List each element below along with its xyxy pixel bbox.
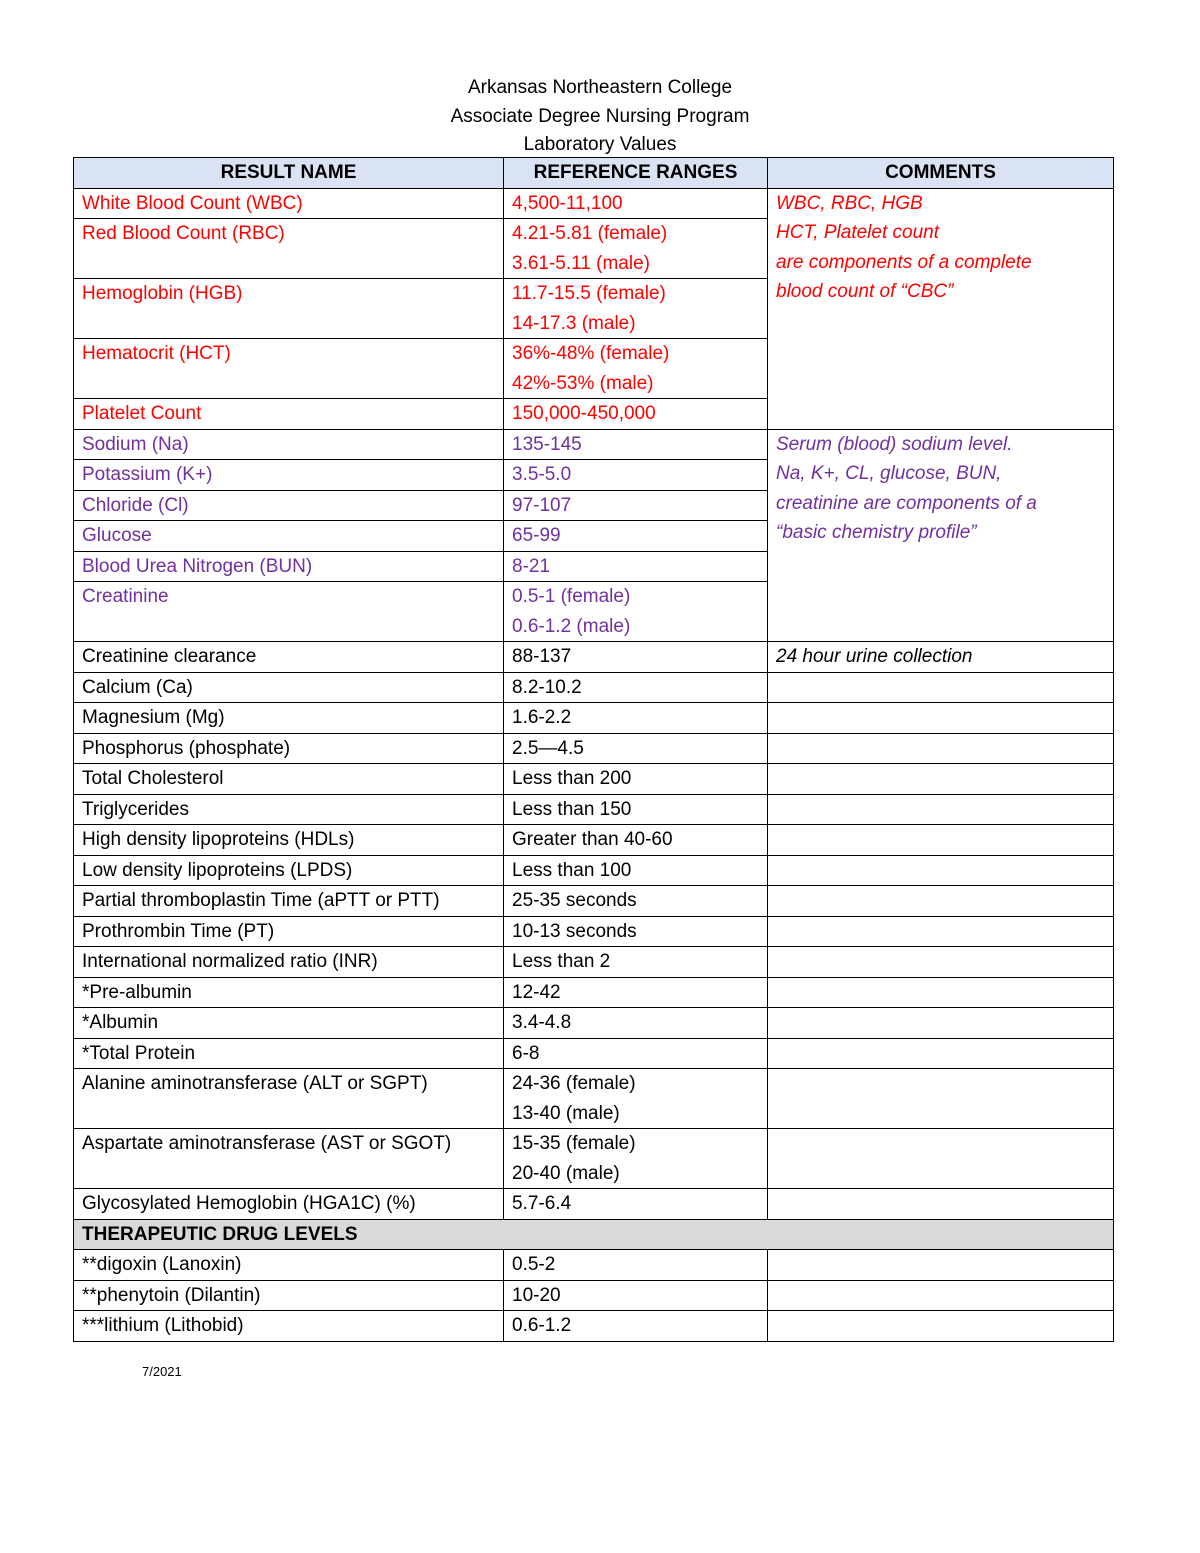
table-row	[74, 825, 1114, 856]
comment-cell	[768, 672, 1114, 703]
reference-range-line: 0.5-2	[512, 1254, 556, 1275]
result-name-cell: Platelet Count	[74, 399, 504, 430]
reference-range-line: 8.2-10.2	[512, 676, 582, 698]
result-name-cell: Creatinine clearance	[74, 642, 504, 673]
college-name: Arkansas Northeastern College	[467, 77, 733, 98]
reference-range-cell	[504, 1250, 768, 1281]
comment-cell	[768, 916, 1114, 947]
result-name-cell: Blood Urea Nitrogen (BUN)	[74, 551, 504, 582]
program-name: Associate Degree Nursing Program	[450, 105, 750, 127]
reference-range-cell	[504, 947, 768, 978]
comment-cell	[768, 703, 1114, 734]
comment-line: creatinine are components of a	[776, 492, 1037, 514]
reference-range-line: 65-99	[512, 525, 561, 546]
result-name-cell: Glycosylated Hemoglobin (HGA1C) (%)	[74, 1189, 504, 1220]
result-name-cell: ***lithium (Lithobid)	[74, 1311, 504, 1342]
table-row	[74, 1250, 1114, 1281]
reference-range-cell	[504, 855, 768, 886]
result-name-cell: Magnesium (Mg)	[74, 703, 504, 734]
result-name-cell: Hemoglobin (HGB)	[74, 279, 504, 339]
comment-line: “basic chemistry profile”	[776, 522, 977, 543]
document-header	[0, 74, 1200, 160]
comment-cell	[768, 794, 1114, 825]
result-name-cell: Total Cholesterol	[74, 764, 504, 795]
table-row	[74, 1311, 1114, 1342]
reference-range-line: 0.6-1.2 (male)	[512, 615, 631, 637]
result-name-cell: Creatinine	[74, 582, 504, 642]
reference-range-line: 1.6-2.2	[512, 707, 572, 728]
reference-range-line: 12-42	[512, 981, 561, 1003]
column-header-comments: COMMENTS	[768, 158, 1114, 189]
table-row	[74, 947, 1114, 978]
group-comment-cell	[768, 429, 1114, 642]
reference-range-cell	[504, 1008, 768, 1039]
column-header-reference-ranges: REFERENCE RANGES	[504, 158, 768, 189]
result-name-cell: *Total Protein	[74, 1038, 504, 1069]
column-header-result-name: RESULT NAME	[74, 158, 504, 189]
reference-range-cell	[504, 521, 768, 552]
reference-range-cell	[504, 1038, 768, 1069]
table-header-row	[74, 158, 1114, 189]
comment-cell	[768, 764, 1114, 795]
reference-range-line: 88-137	[512, 646, 572, 667]
reference-range-cell	[504, 1311, 768, 1342]
reference-range-line: 150,000-450,000	[512, 403, 656, 424]
comment-cell	[768, 886, 1114, 917]
group-comment-cell	[768, 188, 1114, 429]
reference-range-cell	[504, 703, 768, 734]
reference-range-line: 10-13 seconds	[512, 920, 637, 942]
table-row	[74, 1280, 1114, 1311]
reference-range-line: 20-40 (male)	[512, 1162, 620, 1184]
reference-range-line: 3.61-5.11 (male)	[512, 252, 650, 274]
reference-range-cell	[504, 219, 768, 279]
reference-range-line: 2.5—4.5	[512, 737, 584, 759]
result-name-cell: International normalized ratio (INR)	[74, 947, 504, 978]
comment-cell	[768, 947, 1114, 978]
section-label: THERAPEUTIC DRUG LEVELS	[74, 1219, 1114, 1250]
comment-cell	[768, 1280, 1114, 1311]
result-name-cell: Partial thromboplastin Time (aPTT or PTT)	[74, 886, 504, 917]
result-name-cell: **phenytoin (Dilantin)	[74, 1280, 504, 1311]
reference-range-cell	[504, 1189, 768, 1220]
table-row	[74, 672, 1114, 703]
result-name-cell: Glucose	[74, 521, 504, 552]
reference-range-line: 3.4-4.8	[512, 1012, 572, 1033]
result-name-cell: Alanine aminotransferase (ALT or SGPT)	[74, 1069, 504, 1129]
comment-line: Serum (blood) sodium level.	[776, 433, 1013, 455]
reference-range-cell	[504, 582, 768, 642]
comment-cell	[768, 1008, 1114, 1039]
table-row	[74, 1189, 1114, 1220]
comment-cell	[768, 1129, 1114, 1189]
reference-range-line: 15-35 (female)	[512, 1133, 636, 1154]
reference-range-line: 3.5-5.0	[512, 464, 572, 485]
result-name-cell: Triglycerides	[74, 794, 504, 825]
table-row	[74, 764, 1114, 795]
reference-range-line: Greater than 40-60	[512, 829, 673, 850]
reference-range-cell	[504, 1069, 768, 1129]
result-name-cell: White Blood Count (WBC)	[74, 188, 504, 219]
result-name-cell: Potassium (K+)	[74, 460, 504, 491]
reference-range-line: 13-40 (male)	[512, 1102, 620, 1124]
reference-range-line: 6-8	[512, 1042, 540, 1064]
lab-values-table	[73, 157, 1114, 1342]
table-row	[74, 794, 1114, 825]
reference-range-line: 97-107	[512, 494, 572, 516]
reference-range-cell	[504, 490, 768, 521]
reference-range-line: Less than 200	[512, 768, 632, 789]
table-row	[74, 1038, 1114, 1069]
table-row	[74, 642, 1114, 673]
result-name-cell: Prothrombin Time (PT)	[74, 916, 504, 947]
comment-line: HCT, Platelet count	[776, 222, 939, 243]
result-name-cell: Hematocrit (HCT)	[74, 339, 504, 399]
reference-range-cell	[504, 642, 768, 673]
reference-range-line: 135-145	[512, 433, 582, 455]
reference-range-cell	[504, 1129, 768, 1189]
reference-range-cell	[504, 188, 768, 219]
reference-range-line: 42%-53% (male)	[512, 372, 654, 394]
comment-cell	[768, 977, 1114, 1008]
result-name-cell: *Albumin	[74, 1008, 504, 1039]
result-name-cell: Sodium (Na)	[74, 429, 504, 460]
reference-range-line: 0.6-1.2	[512, 1315, 572, 1336]
comment-cell	[768, 855, 1114, 886]
comment-line: are components of a complete	[776, 251, 1032, 273]
reference-range-line: 5.7-6.4	[512, 1193, 572, 1214]
reference-range-line: 0.5-1 (female)	[512, 586, 631, 607]
table-row	[74, 1069, 1114, 1129]
result-name-cell: Calcium (Ca)	[74, 672, 504, 703]
reference-range-line: 8-21	[512, 555, 551, 577]
reference-range-line: 4.21-5.81 (female)	[512, 223, 668, 244]
table-body	[74, 188, 1114, 1341]
reference-range-line: 25-35 seconds	[512, 890, 637, 911]
comment-cell	[768, 825, 1114, 856]
table-row	[74, 188, 1114, 219]
reference-range-cell	[504, 916, 768, 947]
comment-cell	[768, 1069, 1114, 1129]
reference-range-cell	[504, 429, 768, 460]
reference-range-line: Less than 150	[512, 798, 632, 820]
result-name-cell: Low density lipoproteins (LPDS)	[74, 855, 504, 886]
reference-range-cell	[504, 279, 768, 339]
reference-range-cell	[504, 399, 768, 430]
reference-range-cell	[504, 551, 768, 582]
reference-range-line: 24-36 (female)	[512, 1073, 636, 1094]
table-row	[74, 886, 1114, 917]
table-row	[74, 977, 1114, 1008]
table-row	[74, 1129, 1114, 1189]
comment-cell	[768, 1038, 1114, 1069]
comment-cell	[768, 1189, 1114, 1220]
result-name-cell: **digoxin (Lanoxin)	[74, 1250, 504, 1281]
reference-range-cell	[504, 825, 768, 856]
reference-range-cell	[504, 764, 768, 795]
reference-range-cell	[504, 977, 768, 1008]
footer-date: 7/2021	[142, 1364, 182, 1379]
section-row	[74, 1219, 1114, 1250]
reference-range-line: 4,500-11,100	[512, 192, 623, 214]
document-title: Laboratory Values	[523, 134, 677, 155]
result-name-cell: High density lipoproteins (HDLs)	[74, 825, 504, 856]
reference-range-cell	[504, 460, 768, 491]
reference-range-cell	[504, 733, 768, 764]
comment-cell	[768, 1250, 1114, 1281]
result-name-cell: Aspartate aminotransferase (AST or SGOT)	[74, 1129, 504, 1189]
comment-line: Na, K+, CL, glucose, BUN,	[776, 463, 1002, 484]
table-row	[74, 916, 1114, 947]
result-name-cell: Chloride (Cl)	[74, 490, 504, 521]
reference-range-cell	[504, 672, 768, 703]
reference-range-line: 11.7-15.5 (female)	[512, 283, 666, 304]
result-name-cell: *Pre-albumin	[74, 977, 504, 1008]
comment-cell	[768, 1311, 1114, 1342]
result-name-cell: Phosphorus (phosphate)	[74, 733, 504, 764]
reference-range-line: Less than 2	[512, 951, 611, 972]
comment-cell: 24 hour urine collection	[768, 642, 1114, 673]
reference-range-cell	[504, 794, 768, 825]
reference-range-cell	[504, 1280, 768, 1311]
result-name-cell: Red Blood Count (RBC)	[74, 219, 504, 279]
reference-range-cell	[504, 339, 768, 399]
reference-range-line: 36%-48% (female)	[512, 343, 670, 364]
reference-range-line: Less than 100	[512, 859, 632, 881]
comment-cell	[768, 733, 1114, 764]
reference-range-cell	[504, 886, 768, 917]
table-row	[74, 703, 1114, 734]
table-row	[74, 429, 1114, 460]
table-row	[74, 855, 1114, 886]
table-row	[74, 733, 1114, 764]
reference-range-line: 14-17.3 (male)	[512, 312, 636, 334]
comment-line: blood count of “CBC”	[776, 281, 954, 302]
reference-range-line: 10-20	[512, 1284, 561, 1306]
table-row	[74, 1008, 1114, 1039]
comment-line: WBC, RBC, HGB	[776, 192, 923, 214]
